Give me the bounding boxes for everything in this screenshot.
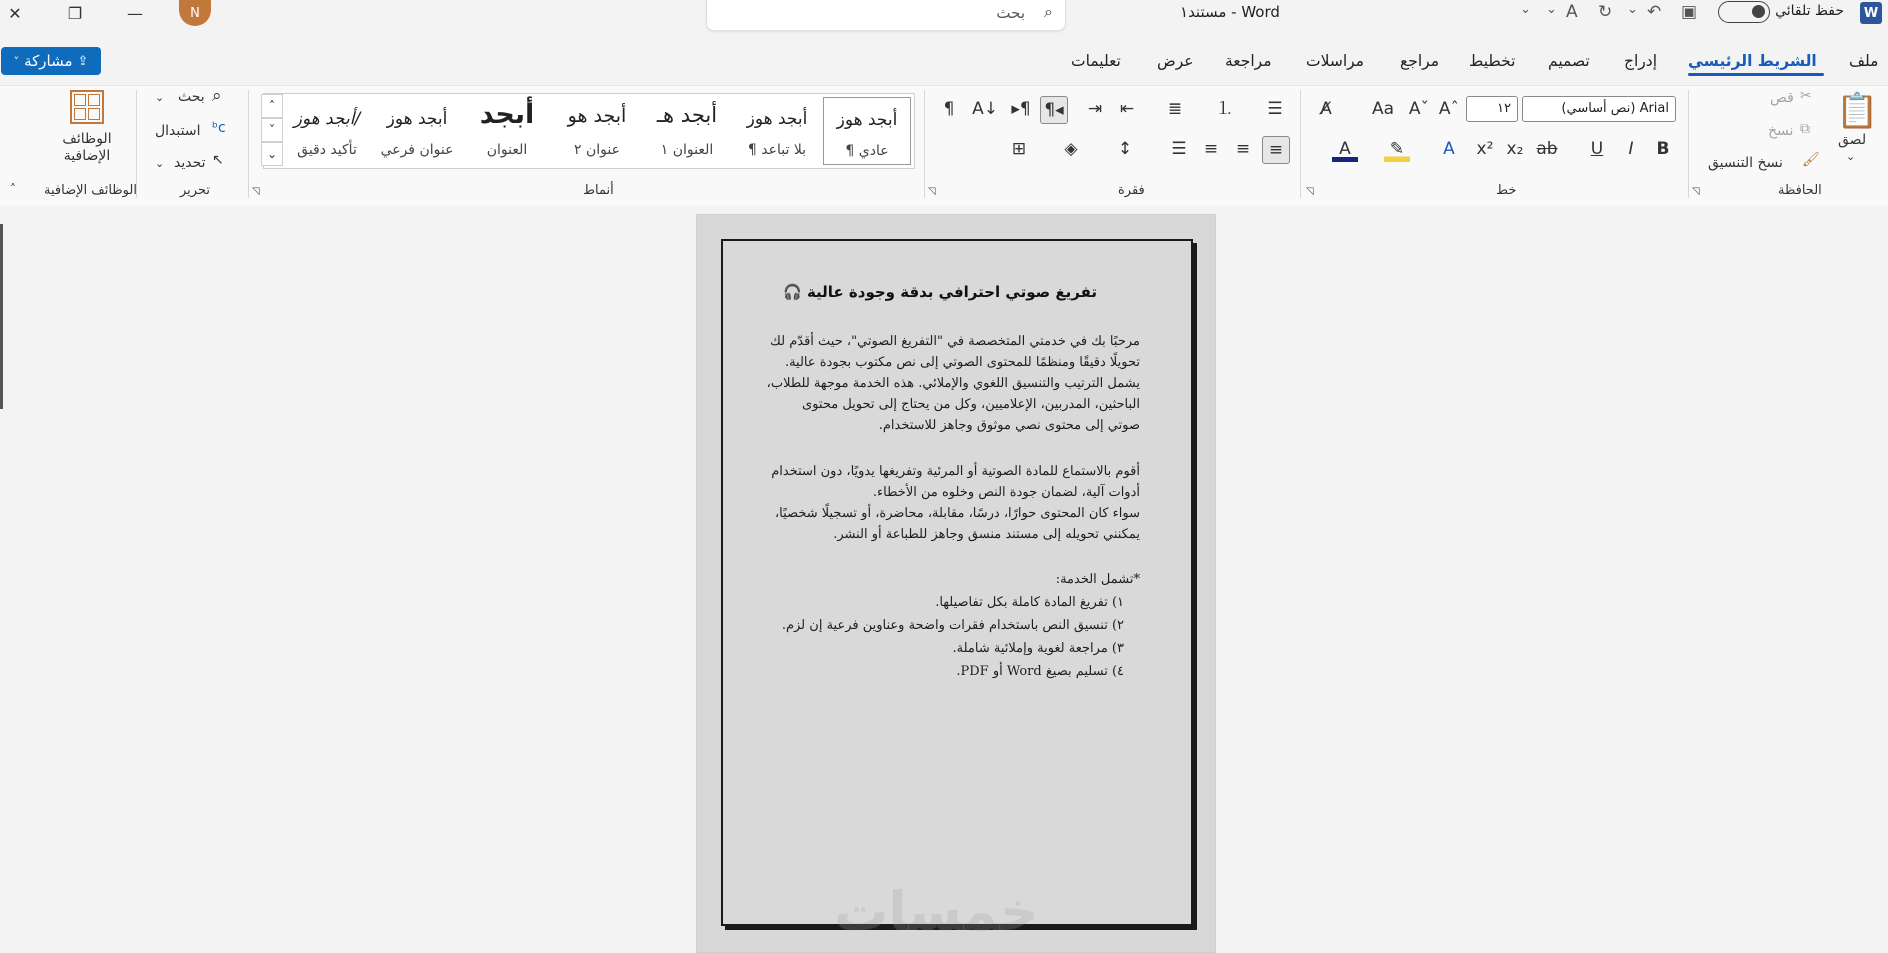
headphones-icon: 🎧 [783, 283, 802, 301]
shading-icon[interactable]: ◈ [1064, 139, 1078, 159]
tab-review[interactable]: مراجعة [1225, 52, 1272, 70]
paragraph-line[interactable]: صوتي إلى محتوى نصي موثوق وجاهز للاستخدام. [878, 418, 1140, 433]
group-separator [1688, 90, 1689, 198]
document-title: مستند١ - Word [1180, 3, 1280, 21]
avatar[interactable]: N [179, 0, 211, 26]
style-name: تأكيد دقيق [297, 142, 357, 158]
underline-icon[interactable]: U [1590, 139, 1604, 159]
style-no-spacing[interactable] [733, 97, 821, 165]
paragraph-line[interactable]: يشمل الترتيب والتنسيق اللغوي والإملائي. هذه الخدمة موجهة للطلاب، [766, 376, 1140, 391]
list-heading[interactable]: *تشمل الخدمة: [1055, 572, 1140, 587]
tab-design[interactable]: تصميم [1548, 52, 1590, 70]
group-label-font: خط [1496, 183, 1517, 198]
decrease-font-size-icon[interactable]: Aˇ [1408, 99, 1430, 119]
undo-dropdown-icon[interactable]: ⌄ [1627, 2, 1638, 17]
bold-icon[interactable]: B [1656, 139, 1670, 159]
list-item[interactable]: ٢) تنسيق النص باستخدام فقرات واضحة وعناوين فرعية إن لزم. [781, 618, 1124, 633]
copy-icon: ⧉ [1800, 121, 1810, 137]
align-center-icon[interactable]: ≡ [1235, 139, 1251, 159]
find-button[interactable]: بحث [178, 89, 205, 105]
replace-icon: ᵇc [212, 120, 226, 136]
change-case-icon[interactable]: Aa [1371, 99, 1395, 119]
style-preview: أبجد هوز [836, 110, 898, 130]
tab-help[interactable]: تعليمات [1071, 52, 1121, 70]
paste-icon[interactable]: 📋 [1836, 91, 1879, 131]
tab-file[interactable]: ملف [1849, 52, 1879, 70]
decrease-indent-icon[interactable]: ⇤ [1119, 99, 1135, 119]
title-bar [0, 0, 1888, 52]
paragraph-line[interactable]: يمكنني تحويله إلى مستند منسق وجاهز للطباعة أو النشر. [833, 527, 1140, 542]
share-button[interactable] [1, 47, 101, 75]
document-heading[interactable] [783, 283, 1097, 301]
font-icon[interactable]: A [1566, 2, 1578, 22]
tab-references[interactable]: مراجع [1400, 52, 1439, 70]
font-color-icon[interactable]: A [1332, 136, 1358, 162]
style-subtle-emphasis[interactable] [283, 97, 371, 165]
ltr-direction-icon[interactable]: ▸¶ [1011, 99, 1031, 119]
gallery-scroll-down-icon[interactable]: ˅ [261, 118, 283, 142]
tab-mailings[interactable]: مراسلات [1306, 52, 1364, 70]
tab-home[interactable]: الشريط الرئيسي [1688, 52, 1817, 70]
style-name: ¶ بلا تباعد [747, 142, 807, 158]
style-preview: أبجد هـ [656, 103, 718, 127]
close-icon[interactable]: ✕ [8, 3, 22, 23]
paragraph-line[interactable]: سواء كان المحتوى حوارًا، درسًا، مقابلة، محاضرة، أو تسجيلًا شخصيًا، [774, 506, 1140, 521]
italic-icon[interactable]: I [1628, 139, 1634, 159]
style-preview: أبجد هوز [386, 109, 448, 129]
chevron-down-icon: ˅ [13, 54, 20, 68]
font-size-select[interactable]: ١٢ [1466, 96, 1518, 122]
gallery-scroll-up-icon[interactable]: ˄ [261, 94, 283, 118]
list-item[interactable]: ٤) تسليم بصيغ Word أو PDF. [956, 664, 1124, 679]
chevron-down-icon[interactable]: ⌄ [1546, 2, 1557, 17]
list-item[interactable]: ٣) مراجعة لغوية وإملائية شاملة. [952, 641, 1124, 656]
bullets-icon[interactable]: ☰ [1267, 99, 1283, 119]
group-separator [136, 90, 137, 198]
sort-icon[interactable]: A↓ [972, 99, 998, 119]
group-label-addins: الوظائف الإضافية [44, 183, 137, 198]
style-name: العنوان [486, 142, 528, 158]
minimize-icon[interactable]: — [127, 3, 143, 23]
style-name: عنوان ٢ [574, 142, 620, 158]
clear-formatting-icon[interactable]: A̸ [1320, 99, 1332, 119]
select-button[interactable]: تحديد [174, 155, 206, 171]
collapse-ribbon-icon[interactable]: ˄ [10, 182, 16, 196]
autosave-label: حفظ تلقائي [1775, 3, 1844, 19]
text-effects-icon[interactable]: A [1443, 139, 1455, 159]
word-logo-icon: W [1860, 2, 1882, 24]
numbering-icon[interactable]: ⒈ [1216, 99, 1234, 119]
save-icon[interactable]: ▣ [1681, 2, 1698, 22]
paragraph-line[interactable]: أقوم بالاستماع للمادة الصوتية أو المرئية وتفريغها يدويًا، دون استخدام [771, 464, 1140, 479]
style-name: ¶ عادي [845, 143, 889, 159]
addins-icon[interactable] [70, 90, 104, 124]
customize-toolbar-icon[interactable]: ⌄ [1520, 2, 1531, 17]
tab-view[interactable]: عرض [1157, 52, 1194, 70]
multilevel-list-icon[interactable]: ≣ [1167, 99, 1183, 119]
tab-layout[interactable]: تخطيط [1469, 52, 1516, 70]
subscript-icon[interactable]: x₂ [1506, 139, 1524, 159]
paste-button[interactable]: لصق [1838, 132, 1867, 148]
line-spacing-icon[interactable]: ↕ [1117, 139, 1133, 159]
cursor-icon: ↖ [212, 152, 224, 168]
search-icon: ⌕ [1044, 2, 1053, 21]
group-separator [924, 90, 925, 198]
group-label-styles: أنماط [583, 183, 614, 198]
scissors-icon: ✂ [1800, 88, 1812, 104]
style-name: العنوان ١ [660, 142, 714, 158]
cut-button[interactable]: قص [1770, 90, 1794, 106]
share-icon: ⇪ [77, 53, 89, 69]
highlight-icon[interactable]: ✎ [1384, 136, 1410, 162]
addins-button[interactable]: الوظائف الإضافية [62, 131, 112, 164]
paragraph-line[interactable]: مرحبًا بك في خدمتي المتخصصة في "التفريغ الصوتي"، حيث أقدّم لك [770, 334, 1140, 349]
copy-button[interactable]: نسخ [1768, 123, 1794, 139]
replace-button[interactable]: استبدال [155, 123, 201, 139]
font-name-select[interactable]: Arial (نص أساسي) [1522, 96, 1676, 122]
style-subtitle[interactable] [373, 97, 461, 165]
dialog-launcher-icon[interactable]: ◹ [928, 186, 936, 197]
style-preview: أبجد هوز [746, 109, 808, 129]
search-placeholder: بحث [996, 4, 1025, 22]
format-painter-icon: 🖌 [1802, 152, 1820, 168]
strikethrough-icon[interactable]: ab [1536, 139, 1558, 159]
style-normal[interactable] [823, 97, 911, 165]
style-name: عنوان فرعي [380, 142, 454, 158]
find-dropdown-icon[interactable]: ⌄ [155, 91, 165, 104]
paragraph-line[interactable]: تحويلًا دقيقًا ومنظمًا للمحتوى الصوتي إلى نص مكتوب بجودة عالية. [784, 355, 1140, 370]
group-label-clipboard: الحافظة [1778, 183, 1822, 198]
tab-insert[interactable]: إدراج [1624, 52, 1658, 70]
style-heading-1[interactable] [643, 97, 731, 165]
dialog-launcher-icon[interactable]: ◹ [1692, 186, 1700, 197]
show-formatting-marks-icon[interactable]: ¶ [943, 99, 955, 119]
dialog-launcher-icon[interactable]: ◹ [1306, 186, 1314, 197]
increase-indent-icon[interactable]: ⇥ [1087, 99, 1103, 119]
dialog-launcher-icon[interactable]: ◹ [252, 186, 260, 197]
borders-icon[interactable]: ⊞ [1011, 139, 1027, 159]
style-preview: أبجد هوز/ [293, 109, 361, 129]
paste-dropdown-icon[interactable]: ⌄ [1846, 150, 1856, 163]
style-title[interactable] [463, 97, 551, 165]
list-item[interactable]: ١) تفريغ المادة كاملة بكل تفاصيلها. [935, 595, 1124, 610]
superscript-icon[interactable]: x² [1476, 139, 1494, 159]
style-heading-2[interactable] [553, 97, 641, 165]
group-separator [1300, 90, 1301, 198]
group-label-editing: تحرير [180, 183, 210, 198]
align-right-icon[interactable]: ≡ [1262, 136, 1290, 164]
active-tab-indicator [1688, 73, 1824, 76]
search-input[interactable] [706, 0, 1066, 31]
paragraph-line[interactable]: الباحثين، المدربين، الإعلاميين، وكل من يحتاج إلى تحويل محتوى [802, 397, 1140, 412]
increase-font-size-icon[interactable]: Aˆ [1438, 99, 1460, 119]
gallery-more-icon[interactable]: ⌄ [261, 142, 283, 166]
style-preview: أبجد هو [567, 105, 627, 127]
format-painter-button[interactable]: نسخ التنسيق [1708, 155, 1783, 171]
select-dropdown-icon[interactable]: ⌄ [155, 157, 165, 170]
group-separator [248, 90, 249, 198]
heading-text: تفريغ صوتي احترافي بدقة وجودة عالية [806, 283, 1097, 301]
align-left-icon[interactable]: ≡ [1203, 139, 1219, 159]
scrollbar[interactable] [0, 224, 3, 409]
find-icon: ⌕ [212, 86, 222, 106]
autosave-toggle[interactable] [1718, 1, 1770, 23]
style-preview: أبجد [479, 99, 535, 130]
watermark: خمسات [834, 880, 1039, 943]
undo-icon[interactable]: ↶ [1647, 2, 1662, 22]
redo-icon[interactable]: ↻ [1598, 2, 1613, 22]
restore-icon[interactable]: ❐ [67, 3, 83, 23]
group-label-paragraph: فقرة [1118, 183, 1145, 198]
share-label: مشاركة [24, 52, 73, 70]
paragraph-line[interactable]: أدوات آلية، لضمان جودة النص وخلوه من الأخطاء. [872, 485, 1140, 500]
justify-icon[interactable]: ☰ [1171, 139, 1187, 159]
rtl-direction-icon[interactable]: ¶◂ [1040, 96, 1068, 124]
